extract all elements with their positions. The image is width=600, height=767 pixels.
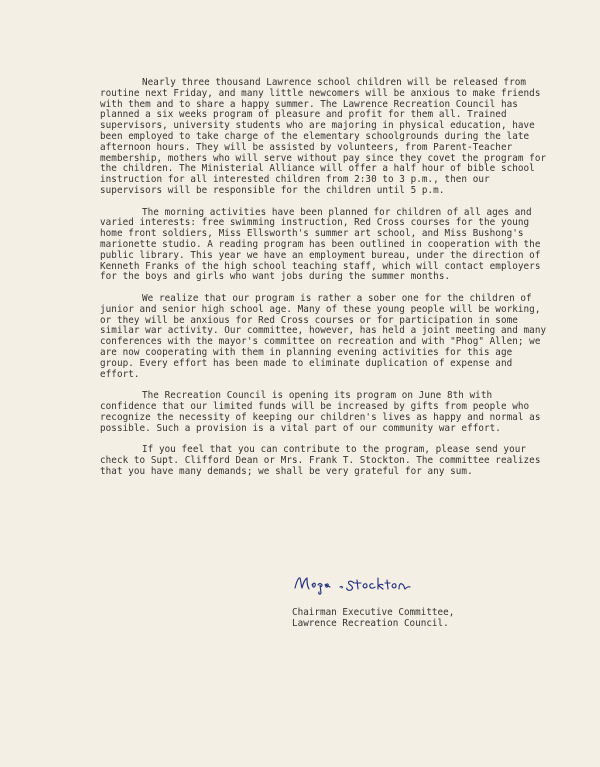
closing-organization: Lawrence Recreation Council. (292, 618, 449, 629)
paragraph-funding: The Recreation Council is opening its program on June 8th with confidence that our limited funds will be increased by gifts from people who recognize the necessity of keeping our children's lives as happy and normal as possible. Such a provision is a vital part of our community war effort. (100, 390, 541, 434)
paragraph-high-school-program: We realize that our program is rather a sober one for the children of junior and senior high school age. Many of these young people will be working, or they will be anxious for Red Cross courses or for participation in some similar war activity. Our committee, however, has held a joint meeting and many conferences with the mayor's committee on recreation and with "Phog" Allen; we are now cooperating with them in planning evening activities for this age group. Every effort has been made to eliminate duplication of expense and effort. (100, 292, 547, 380)
closing-block (292, 607, 454, 629)
paragraph-morning-activities: The morning activities have been planned for children of all ages and varied interests: free swimming instruction, Red Cross courses for the young home front soldiers, Miss Ellsworth's summer art school, and Miss Bushong's marionette studio. A reading program has been outlined in cooperation with the public library. This year we have an employment bureau, under the direction of Kenneth Franks of the high school teaching staff, which will contact employers for the boys and girls who want jobs during the summer months. (100, 206, 541, 283)
handwritten-signature (292, 572, 422, 596)
letter-body (100, 78, 550, 488)
paragraph-contribution-request: If you feel that you can contribute to the program, please send your check to Supt. Clifford Dean or Mrs. Frank T. Stockton. The committee realizes that you have many demands; we shall be very grateful for any sum. (100, 444, 541, 477)
closing-title: Chairman Executive Committee, (292, 607, 455, 618)
paragraph-summer-program: Nearly three thousand Lawrence school children will be released from routine next Friday, and many little newcomers will be anxious to make friends with them and to share a happy summer. The Lawrence Recreation Council has planned a six weeks program of pleasure and profit for them all. Trained supervisors, university students who are majoring in physical education, have been employed to take charge of the elementary schoolgrounds during the late afternoon hours. They will be assisted by volunteers, from Parent-Teacher membership, mothers who will serve without pay since they covet the program for the children. The Ministerial Alliance will offer a half hour of bible school instruction for all interested children from 2:30 to 3 p.m., then our supervisors will be responsible for the children until 5 p.m. (100, 77, 547, 196)
